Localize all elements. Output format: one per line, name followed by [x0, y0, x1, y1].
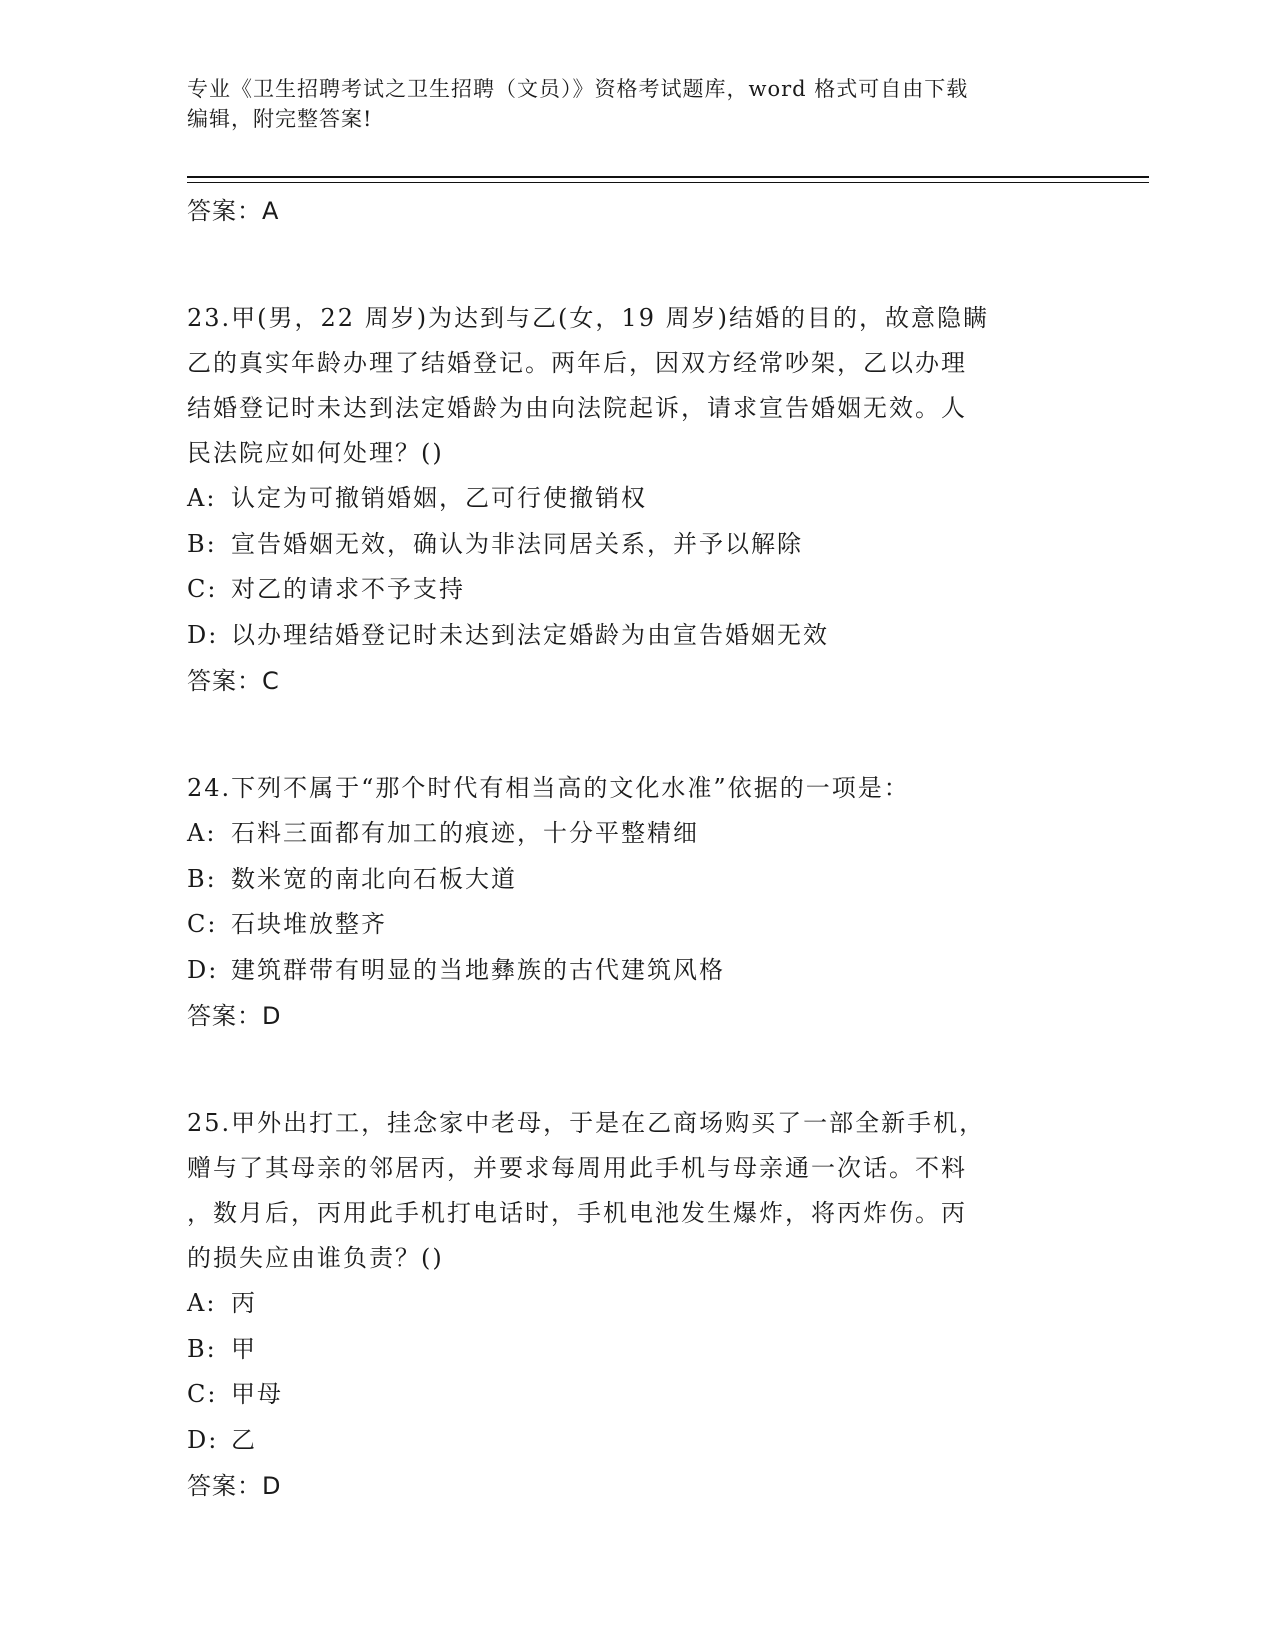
question-stem-line: 结婚登记时未达到法定婚龄为由向法院起诉，请求宣告婚姻无效。人: [187, 394, 967, 422]
header-divider-thick: [187, 176, 1149, 178]
question-list: [187, 188, 1067, 1509]
question-24: [187, 766, 1067, 1039]
option-key: B:: [187, 529, 217, 558]
option-text: 以办理结婚登记时未达到法定婚龄为由宣告婚姻无效: [231, 620, 829, 649]
option-key: C:: [187, 575, 218, 603]
header-line-1: 专业《卫生招聘考试之卫生招聘（文员）》资格考试题库，word 格式可自由下载: [187, 77, 969, 101]
option-key: A:: [187, 484, 217, 512]
header-divider-thin: [187, 182, 1149, 183]
option-key: D:: [187, 955, 219, 984]
option-text: 石料三面都有加工的痕迹，十分平整精细: [231, 819, 699, 847]
question-25: [187, 1101, 1067, 1509]
answer-line: 答案：C: [187, 667, 280, 695]
option-c: [187, 567, 1067, 613]
option-key: B:: [187, 864, 217, 893]
question-stem-line: 24.下列不属于“那个时代有相当高的文化水准”依据的一项是：: [187, 774, 910, 802]
option-b: [187, 1327, 1067, 1373]
question-spacer: [187, 1039, 1067, 1101]
option-text: 对乙的请求不予支持: [231, 575, 465, 603]
option-key: C:: [187, 1380, 218, 1408]
answer-line: 答案：D: [187, 1002, 282, 1030]
option-key: D:: [187, 1425, 219, 1454]
question-stem-line: 25.甲外出打工，挂念家中老母，于是在乙商场购买了一部全新手机，: [187, 1109, 986, 1137]
option-d: [187, 613, 1067, 659]
option-key: A:: [187, 819, 217, 847]
option-c: [187, 1372, 1067, 1418]
answer-line: 答案：D: [187, 1472, 282, 1500]
header-line-2: 编辑，附完整答案!: [187, 107, 373, 131]
answer-line: 答案：A: [187, 197, 280, 225]
option-text: 乙: [231, 1425, 257, 1454]
option-a: [187, 1281, 1067, 1327]
option-text: 宣告婚姻无效，确认为非法同居关系，并予以解除: [231, 529, 803, 558]
option-text: 数米宽的南北向石板大道: [231, 864, 517, 893]
option-b: [187, 522, 1067, 568]
option-text: 建筑群带有明显的当地彝族的古代建筑风格: [231, 955, 725, 984]
option-key: A:: [187, 1289, 217, 1317]
question-stem-line: 乙的真实年龄办理了结婚登记。两年后，因双方经常吵架，乙以办理: [187, 349, 967, 377]
option-text: 认定为可撤销婚姻，乙可行使撤销权: [231, 484, 647, 512]
option-c: [187, 902, 1067, 948]
question-stem-line: 的损失应由谁负责？(): [187, 1244, 444, 1272]
option-text: 石块堆放整齐: [231, 910, 387, 938]
question-stem-line: 23.甲(男，22 周岁)为达到与乙(女，19 周岁)结婚的目的，故意隐瞒: [187, 304, 989, 332]
option-a: [187, 476, 1067, 522]
option-text: 甲母: [231, 1380, 283, 1408]
document-header: [187, 74, 1067, 134]
option-key: B:: [187, 1334, 217, 1363]
option-text: 丙: [231, 1289, 257, 1317]
option-text: 甲: [231, 1334, 257, 1363]
question-spacer: [187, 704, 1067, 766]
option-a: [187, 811, 1067, 857]
option-key: C:: [187, 910, 218, 938]
option-d: [187, 948, 1067, 994]
question-stem-line: ，数月后，丙用此手机打电话时，手机电池发生爆炸，将丙炸伤。丙: [187, 1199, 967, 1227]
question-stem-line: 赠与了其母亲的邻居丙，并要求每周用此手机与母亲通一次话。不料: [187, 1154, 967, 1182]
question-23: [187, 296, 1067, 704]
question-stem-line: 民法院应如何处理？(): [187, 439, 444, 467]
option-b: [187, 857, 1067, 903]
option-key: D:: [187, 620, 219, 649]
option-d: [187, 1418, 1067, 1464]
question-spacer: [187, 234, 1067, 296]
